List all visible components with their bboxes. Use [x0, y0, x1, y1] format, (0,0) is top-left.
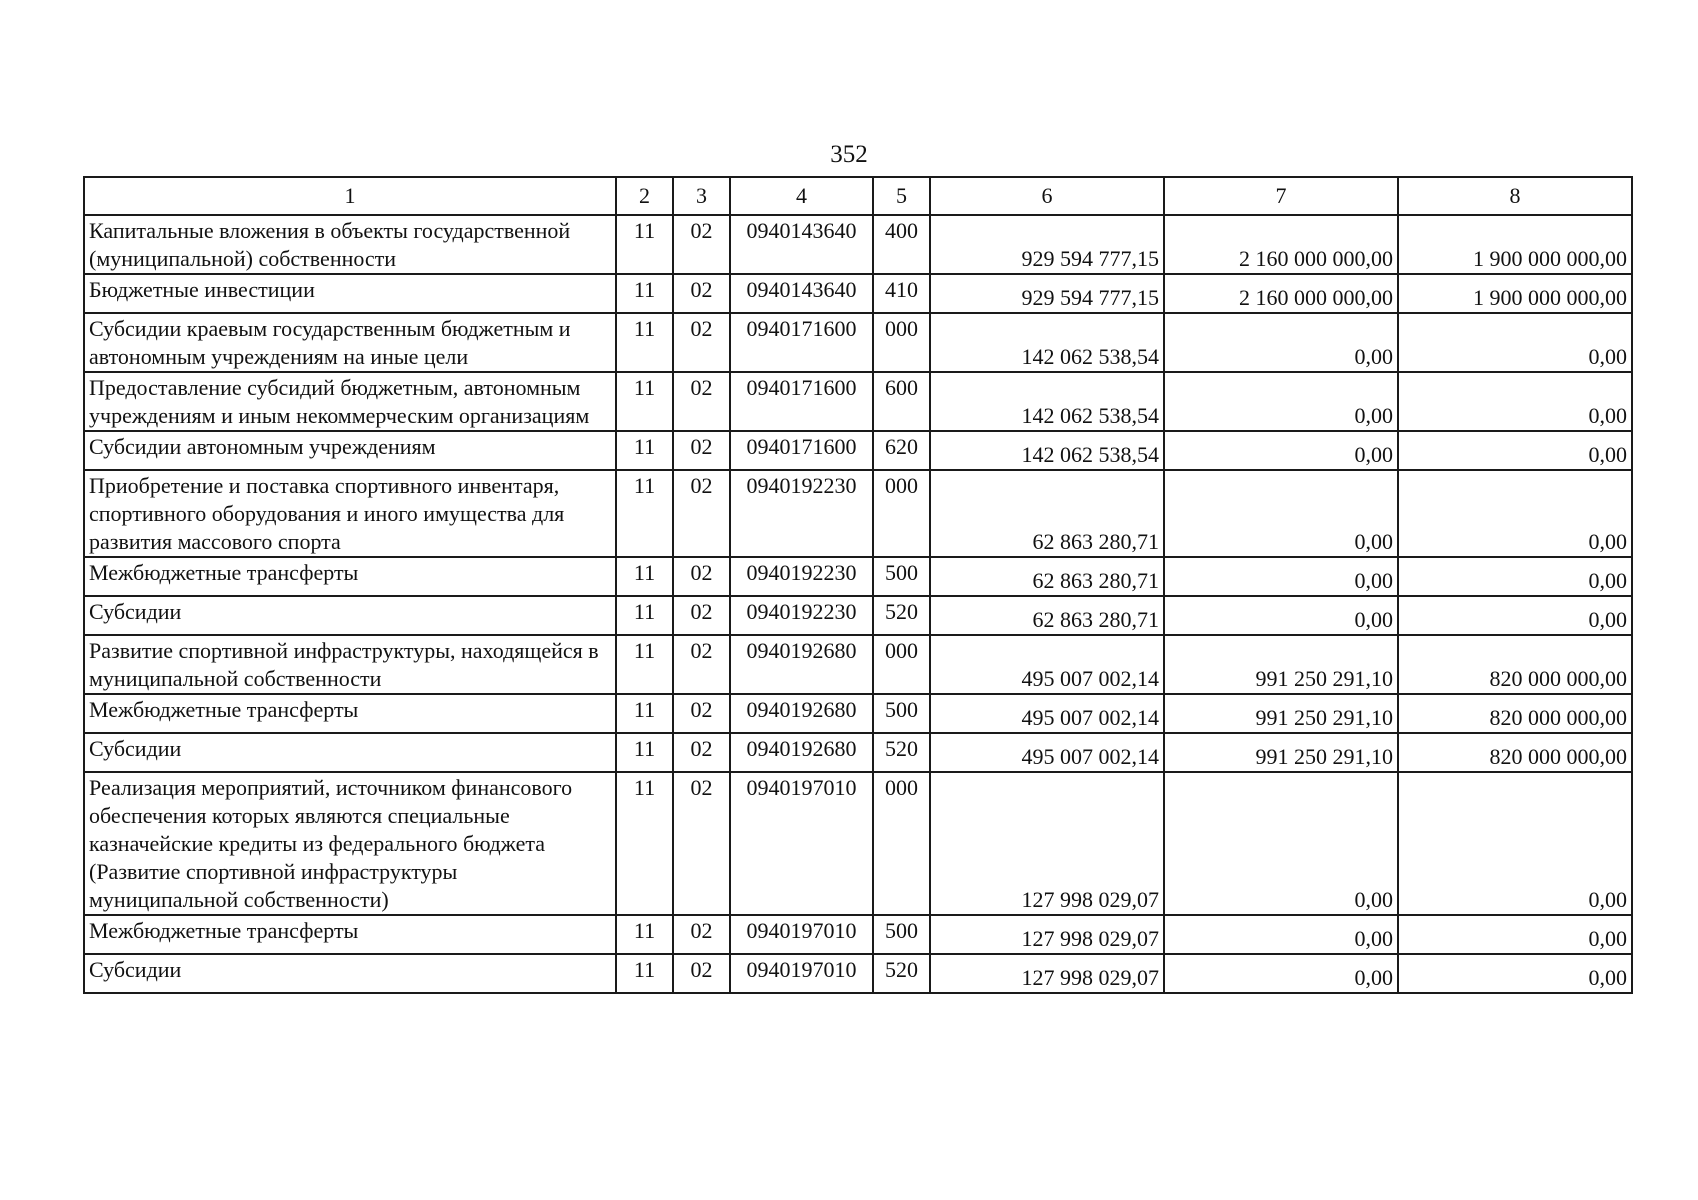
row-subsection: 02	[673, 694, 730, 733]
table-row	[84, 635, 1632, 694]
row-section: 11	[616, 733, 673, 772]
table-row	[84, 733, 1632, 772]
row-name: Развитие спортивной инфраструктуры, находящейся в муниципальной собственности	[84, 635, 616, 694]
row-expense-type: 500	[873, 915, 930, 954]
row-amount-col8: 0,00	[1398, 431, 1632, 470]
table-row	[84, 274, 1632, 313]
row-amount-col8: 0,00	[1398, 557, 1632, 596]
row-expense-type: 400	[873, 215, 930, 274]
table-row	[84, 772, 1632, 915]
header-col-5: 5	[873, 177, 930, 215]
row-amount-col6: 62 863 280,71	[930, 596, 1164, 635]
row-name: Субсидии краевым государственным бюджетным и автономным учреждениям на иные цели	[84, 313, 616, 372]
table-row	[84, 313, 1632, 372]
row-amount-col7: 0,00	[1164, 772, 1398, 915]
row-expense-type: 000	[873, 772, 930, 915]
row-expense-type: 520	[873, 733, 930, 772]
table-row	[84, 470, 1632, 557]
row-amount-col6: 62 863 280,71	[930, 470, 1164, 557]
row-expense-type: 410	[873, 274, 930, 313]
row-section: 11	[616, 635, 673, 694]
table-row	[84, 596, 1632, 635]
row-amount-col8: 0,00	[1398, 772, 1632, 915]
row-amount-col6: 929 594 777,15	[930, 215, 1164, 274]
row-section: 11	[616, 215, 673, 274]
row-section: 11	[616, 313, 673, 372]
row-target-article: 0940192230	[730, 557, 873, 596]
row-subsection: 02	[673, 557, 730, 596]
row-amount-col7: 991 250 291,10	[1164, 635, 1398, 694]
row-amount-col8: 0,00	[1398, 470, 1632, 557]
row-section: 11	[616, 557, 673, 596]
row-amount-col8: 1 900 000 000,00	[1398, 215, 1632, 274]
table-row	[84, 954, 1632, 993]
row-subsection: 02	[673, 596, 730, 635]
row-amount-col7: 0,00	[1164, 557, 1398, 596]
table-row	[84, 215, 1632, 274]
row-expense-type: 000	[873, 313, 930, 372]
row-section: 11	[616, 694, 673, 733]
row-amount-col7: 2 160 000 000,00	[1164, 274, 1398, 313]
row-name: Реализация мероприятий, источником финансового обеспечения которых являются специальные казначейские кредиты из федерального бюджета (Развитие спортивной инфраструктуры муниципальной собственности)	[84, 772, 616, 915]
row-name: Предоставление субсидий бюджетным, автономным учреждениям и иным некоммерческим организациям	[84, 372, 616, 431]
row-subsection: 02	[673, 431, 730, 470]
row-amount-col6: 142 062 538,54	[930, 431, 1164, 470]
header-col-6: 6	[930, 177, 1164, 215]
row-amount-col8: 0,00	[1398, 954, 1632, 993]
row-expense-type: 620	[873, 431, 930, 470]
row-target-article: 0940171600	[730, 431, 873, 470]
row-subsection: 02	[673, 772, 730, 915]
table-row	[84, 372, 1632, 431]
row-target-article: 0940192680	[730, 733, 873, 772]
row-amount-col8: 820 000 000,00	[1398, 635, 1632, 694]
row-expense-type: 500	[873, 557, 930, 596]
header-col-2: 2	[616, 177, 673, 215]
table-body	[84, 215, 1632, 993]
row-amount-col6: 495 007 002,14	[930, 733, 1164, 772]
row-name: Субсидии	[84, 733, 616, 772]
row-subsection: 02	[673, 215, 730, 274]
row-subsection: 02	[673, 954, 730, 993]
row-amount-col7: 0,00	[1164, 313, 1398, 372]
row-target-article: 0940143640	[730, 274, 873, 313]
row-subsection: 02	[673, 274, 730, 313]
row-amount-col8: 820 000 000,00	[1398, 733, 1632, 772]
row-amount-col7: 2 160 000 000,00	[1164, 215, 1398, 274]
row-subsection: 02	[673, 313, 730, 372]
header-col-3: 3	[673, 177, 730, 215]
table-row	[84, 915, 1632, 954]
row-section: 11	[616, 274, 673, 313]
row-name: Бюджетные инвестиции	[84, 274, 616, 313]
row-name: Капитальные вложения в объекты государственной (муниципальной) собственности	[84, 215, 616, 274]
row-section: 11	[616, 954, 673, 993]
row-expense-type: 520	[873, 954, 930, 993]
row-amount-col7: 0,00	[1164, 431, 1398, 470]
row-amount-col8: 0,00	[1398, 596, 1632, 635]
row-expense-type: 600	[873, 372, 930, 431]
row-section: 11	[616, 772, 673, 915]
row-section: 11	[616, 372, 673, 431]
row-amount-col6: 62 863 280,71	[930, 557, 1164, 596]
row-target-article: 0940171600	[730, 313, 873, 372]
header-col-8: 8	[1398, 177, 1632, 215]
row-amount-col7: 0,00	[1164, 915, 1398, 954]
row-target-article: 0940192230	[730, 596, 873, 635]
row-amount-col7: 991 250 291,10	[1164, 694, 1398, 733]
row-name: Субсидии	[84, 596, 616, 635]
row-target-article: 0940192680	[730, 635, 873, 694]
table-header	[84, 177, 1632, 215]
row-amount-col7: 991 250 291,10	[1164, 733, 1398, 772]
header-col-1: 1	[84, 177, 616, 215]
row-amount-col8: 0,00	[1398, 313, 1632, 372]
row-target-article: 0940171600	[730, 372, 873, 431]
header-col-4: 4	[730, 177, 873, 215]
row-subsection: 02	[673, 635, 730, 694]
row-expense-type: 000	[873, 470, 930, 557]
row-amount-col6: 495 007 002,14	[930, 694, 1164, 733]
row-target-article: 0940192230	[730, 470, 873, 557]
row-target-article: 0940197010	[730, 954, 873, 993]
row-subsection: 02	[673, 915, 730, 954]
row-subsection: 02	[673, 733, 730, 772]
table-row	[84, 431, 1632, 470]
row-section: 11	[616, 431, 673, 470]
row-expense-type: 500	[873, 694, 930, 733]
header-col-7: 7	[1164, 177, 1398, 215]
row-section: 11	[616, 915, 673, 954]
row-amount-col7: 0,00	[1164, 470, 1398, 557]
row-amount-col8: 820 000 000,00	[1398, 694, 1632, 733]
row-amount-col6: 929 594 777,15	[930, 274, 1164, 313]
row-subsection: 02	[673, 372, 730, 431]
row-amount-col8: 0,00	[1398, 372, 1632, 431]
header-row	[84, 177, 1632, 215]
row-amount-col8: 1 900 000 000,00	[1398, 274, 1632, 313]
row-subsection: 02	[673, 470, 730, 557]
row-target-article: 0940197010	[730, 772, 873, 915]
row-expense-type: 000	[873, 635, 930, 694]
row-amount-col7: 0,00	[1164, 372, 1398, 431]
row-amount-col6: 127 998 029,07	[930, 954, 1164, 993]
row-name: Межбюджетные трансферты	[84, 557, 616, 596]
row-amount-col6: 495 007 002,14	[930, 635, 1164, 694]
row-expense-type: 520	[873, 596, 930, 635]
row-target-article: 0940197010	[730, 915, 873, 954]
budget-table	[83, 176, 1633, 994]
table-row	[84, 694, 1632, 733]
row-section: 11	[616, 470, 673, 557]
row-name: Межбюджетные трансферты	[84, 694, 616, 733]
row-name: Приобретение и поставка спортивного инвентаря, спортивного оборудования и иного имущества для развития массового спорта	[84, 470, 616, 557]
row-amount-col8: 0,00	[1398, 915, 1632, 954]
table-row	[84, 557, 1632, 596]
row-amount-col6: 127 998 029,07	[930, 915, 1164, 954]
page-number: 352	[830, 141, 868, 168]
row-name: Субсидии	[84, 954, 616, 993]
row-amount-col7: 0,00	[1164, 954, 1398, 993]
row-amount-col6: 127 998 029,07	[930, 772, 1164, 915]
row-name: Межбюджетные трансферты	[84, 915, 616, 954]
row-amount-col6: 142 062 538,54	[930, 313, 1164, 372]
row-target-article: 0940192680	[730, 694, 873, 733]
row-amount-col6: 142 062 538,54	[930, 372, 1164, 431]
row-amount-col7: 0,00	[1164, 596, 1398, 635]
row-section: 11	[616, 596, 673, 635]
row-name: Субсидии автономным учреждениям	[84, 431, 616, 470]
row-target-article: 0940143640	[730, 215, 873, 274]
